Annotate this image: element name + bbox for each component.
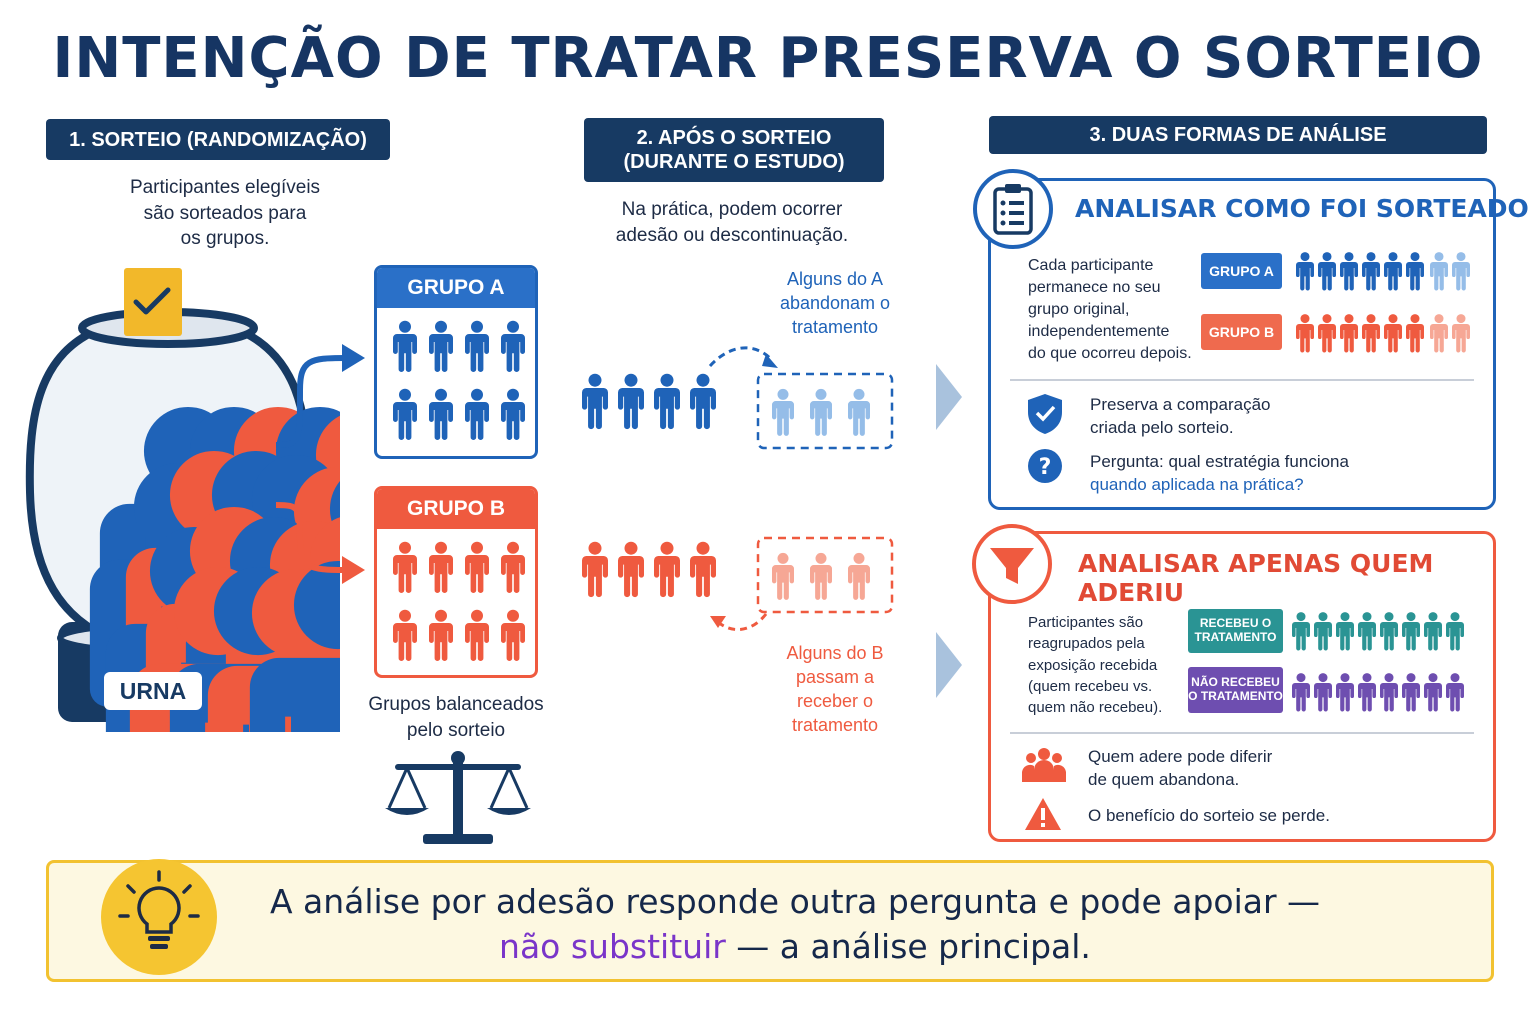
shield-icon	[1026, 392, 1064, 436]
divider	[1010, 379, 1474, 381]
pp-tag-not-received: NÃO RECEBEU O TRATAMENTO	[1188, 667, 1283, 713]
group-b-crossover-graphic	[580, 530, 910, 640]
itt-point-preserves: Preserva a comparação criada pelo sorteio.	[1090, 395, 1271, 438]
group-b-people	[377, 529, 538, 677]
itt-group-a-people	[1294, 250, 1474, 294]
clipboard-icon	[971, 167, 1055, 251]
pp-not-received-people	[1290, 671, 1474, 715]
pp-point-adherence-differs: Quem adere pode diferir de quem abandona.	[1088, 747, 1273, 790]
itt-tag-group-b: GRUPO B	[1201, 314, 1282, 350]
conclusion-highlight: não substituir	[499, 926, 726, 966]
randomization-arrows	[270, 330, 380, 600]
pp-tag-received: RECEBEU O TRATAMENTO	[1188, 609, 1283, 653]
check-icon	[124, 268, 182, 336]
itt-group-b-people	[1294, 312, 1474, 356]
urn-label: URNA	[104, 672, 202, 710]
svg-text:?: ?	[1038, 455, 1052, 480]
step2-header: 2. APÓS O SORTEIO (DURANTE O ESTUDO)	[584, 118, 884, 182]
group-b-card	[374, 486, 538, 678]
scales-icon	[385, 750, 531, 846]
pp-description: Participantes são reagrupados pela exposição recebida (quem recebeu vs. quem não recebeu).	[1028, 614, 1163, 717]
group-a-label: GRUPO A	[377, 268, 535, 308]
step2-description: Na prática, podem ocorrer adesão ou descontinuação.	[615, 199, 849, 246]
step1-description: Participantes elegíveis são sorteados para os grupos.	[129, 177, 321, 250]
pp-received-people	[1290, 610, 1474, 654]
balanced-caption: Grupos balanceados pelo sorteio	[368, 694, 544, 741]
warning-icon	[1023, 796, 1063, 832]
people-icon	[1022, 744, 1066, 784]
divider	[1010, 732, 1474, 734]
group-a-dropout-note: Alguns do A abandonam o tratamento	[779, 269, 891, 337]
lightbulb-icon	[100, 858, 218, 976]
chevron-right-icon	[934, 362, 964, 432]
step3-header: 3. DUAS FORMAS DE ANÁLISE	[989, 116, 1487, 154]
pp-title: ANALISAR APENAS QUEM ADERIU	[1078, 549, 1434, 607]
group-b-label: GRUPO B	[377, 489, 535, 529]
step1-header: 1. SORTEIO (RANDOMIZAÇÃO)	[46, 119, 390, 160]
page-title: INTENÇÃO DE TRATAR PRESERVA O SORTEIO	[52, 26, 1484, 91]
chevron-right-icon	[934, 630, 964, 700]
group-a-people	[377, 308, 538, 458]
group-a-dropout-graphic	[580, 340, 910, 460]
itt-point-question: Pergunta: qual estratégia funciona quando aplicada na prática?	[1090, 452, 1349, 495]
funnel-icon	[970, 522, 1054, 606]
question-icon	[1026, 447, 1064, 485]
itt-description: Cada participante permanece no seu grupo original, independentemente do que ocorreu depois.	[1028, 257, 1192, 363]
group-b-crossover-note: Alguns do B passam a receber o tratamento	[786, 643, 884, 735]
itt-tag-group-a: GRUPO A	[1201, 253, 1282, 289]
itt-title: ANALISAR COMO FOI SORTEADO	[1075, 194, 1529, 223]
pp-point-benefit-lost: O benefício do sorteio se perde.	[1088, 806, 1330, 825]
group-a-card	[374, 265, 538, 459]
conclusion-text: A análise por adesão responde outra pergunta e pode apoiar — não substituir — a análise principal.	[269, 882, 1321, 966]
